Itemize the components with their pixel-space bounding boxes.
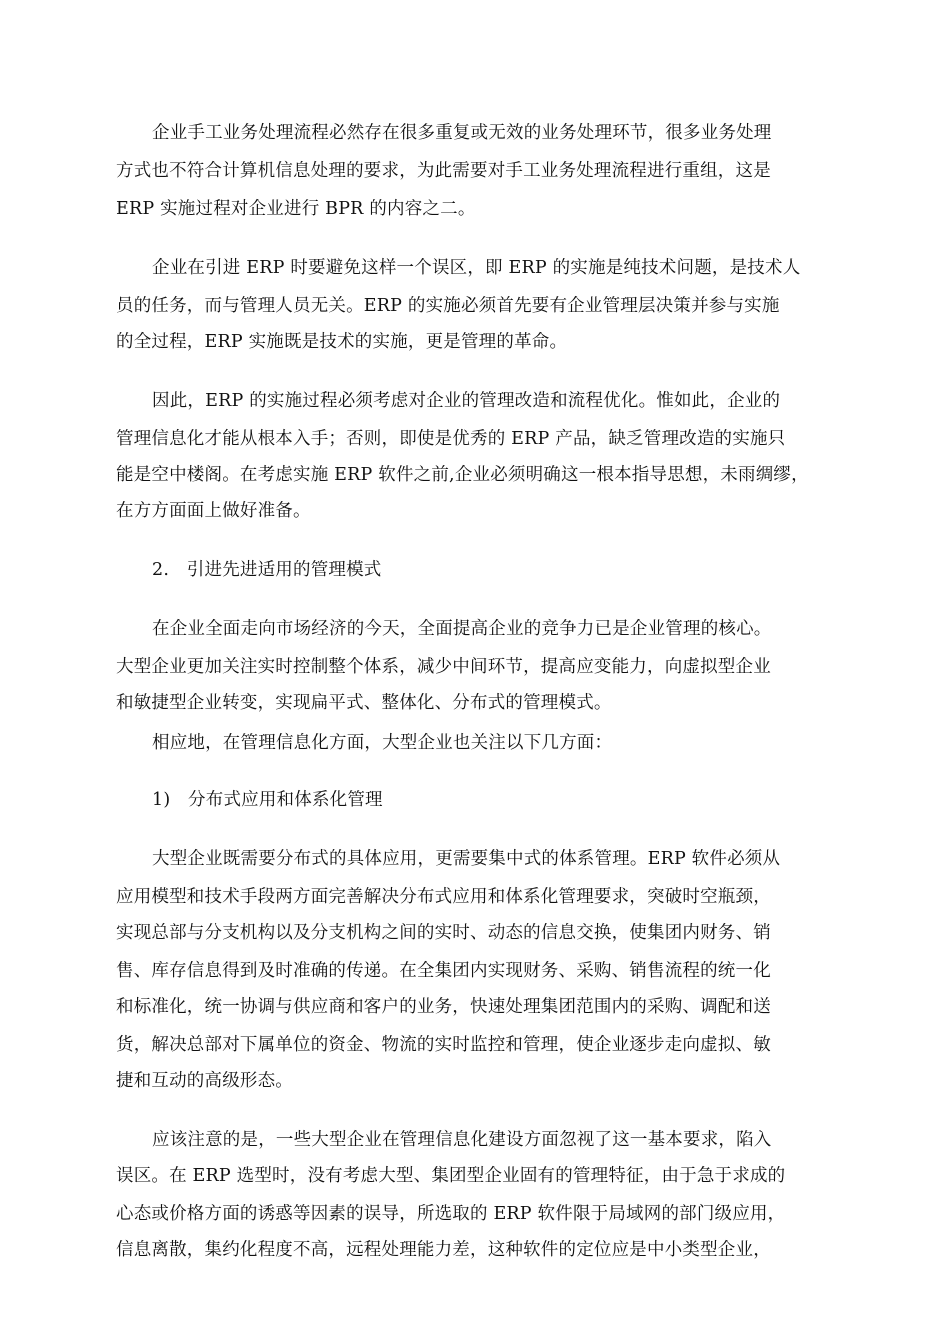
paragraph-7-line-3: 心态或价格方面的诱惑等因素的误导，所选取的 ERP 软件限于局域网的部门级应用， xyxy=(116,1204,786,1224)
paragraph-6-line-1: 大型企业既需要分布式的具体应用，更需要集中式的体系管理。ERP 软件必须从 xyxy=(152,849,781,869)
paragraph-6-line-5: 和标准化，统一协调与供应商和客户的业务，快速处理集团范围内的采购、调配和送 xyxy=(116,997,771,1017)
paragraph-2-line-3: 的全过程，ERP 实施既是技术的实施，更是管理的革命。 xyxy=(116,332,568,352)
paragraph-5-line-1: 相应地，在管理信息化方面，大型企业也关注以下几方面： xyxy=(152,733,613,753)
paragraph-6-line-6: 货，解决总部对下属单位的资金、物流的实时监控和管理，使企业逐步走向虚拟、敏 xyxy=(116,1035,771,1055)
paragraph-6-line-4: 售、库存信息得到及时准确的传递。在全集团内实现财务、采购、销售流程的统一化 xyxy=(116,961,771,981)
section-heading-2: 2. 引进先进适用的管理模式 xyxy=(152,560,382,580)
paragraph-2-line-2: 员的任务，而与管理人员无关。ERP 的实施必须首先要有企业管理层决策并参与实施 xyxy=(116,296,780,316)
paragraph-7-line-2: 误区。在 ERP 选型时，没有考虑大型、集团型企业固有的管理特征，由于急于求成的 xyxy=(116,1166,786,1186)
subsection-heading-1: 1) 分布式应用和体系化管理 xyxy=(152,790,383,810)
paragraph-7-line-1: 应该注意的是，一些大型企业在管理信息化建设方面忽视了这一基本要求，陷入 xyxy=(152,1130,772,1150)
paragraph-4-line-3: 和敏捷型企业转变，实现扁平式、整体化、分布式的管理模式。 xyxy=(116,693,612,713)
paragraph-3-line-3: 能是空中楼阁。在考虑实施 ERP 软件之前,企业必须明确这一根本指导思想，未雨绸缪， xyxy=(116,465,809,485)
paragraph-1-line-3: ERP 实施过程对企业进行 BPR 的内容之二。 xyxy=(116,199,476,219)
paragraph-6-line-7: 捷和互动的高级形态。 xyxy=(116,1071,293,1091)
paragraph-7-line-4: 信息离散，集约化程度不高，远程处理能力差，这种软件的定位应是中小类型企业， xyxy=(116,1240,771,1260)
paragraph-4-line-2: 大型企业更加关注实时控制整个体系，减少中间环节，提高应变能力，向虚拟型企业 xyxy=(116,657,771,677)
paragraph-3-line-1: 因此，ERP 的实施过程必须考虑对企业的管理改造和流程优化。惟如此，企业的 xyxy=(152,391,781,411)
paragraph-4-line-1: 在企业全面走向市场经济的今天，全面提高企业的竞争力已是企业管理的核心。 xyxy=(152,619,772,639)
paragraph-3-line-2: 管理信息化才能从根本入手；否则，即使是优秀的 ERP 产品，缺乏管理改造的实施只 xyxy=(116,429,786,449)
paragraph-6-line-3: 实现总部与分支机构以及分支机构之间的实时、动态的信息交换，使集团内财务、销 xyxy=(116,923,771,943)
paragraph-6-line-2: 应用模型和技术手段两方面完善解决分布式应用和体系化管理要求，突破时空瓶颈， xyxy=(116,887,771,907)
paragraph-2-line-1: 企业在引进 ERP 时要避免这样一个误区，即 ERP 的实施是纯技术问题，是技术人 xyxy=(152,258,801,278)
paragraph-1-line-1: 企业手工业务处理流程必然存在很多重复或无效的业务处理环节，很多业务处理 xyxy=(152,123,772,143)
paragraph-3-line-4: 在方方面面上做好准备。 xyxy=(116,501,311,521)
paragraph-1-line-2: 方式也不符合计算机信息处理的要求，为此需要对手工业务处理流程进行重组，这是 xyxy=(116,161,771,181)
